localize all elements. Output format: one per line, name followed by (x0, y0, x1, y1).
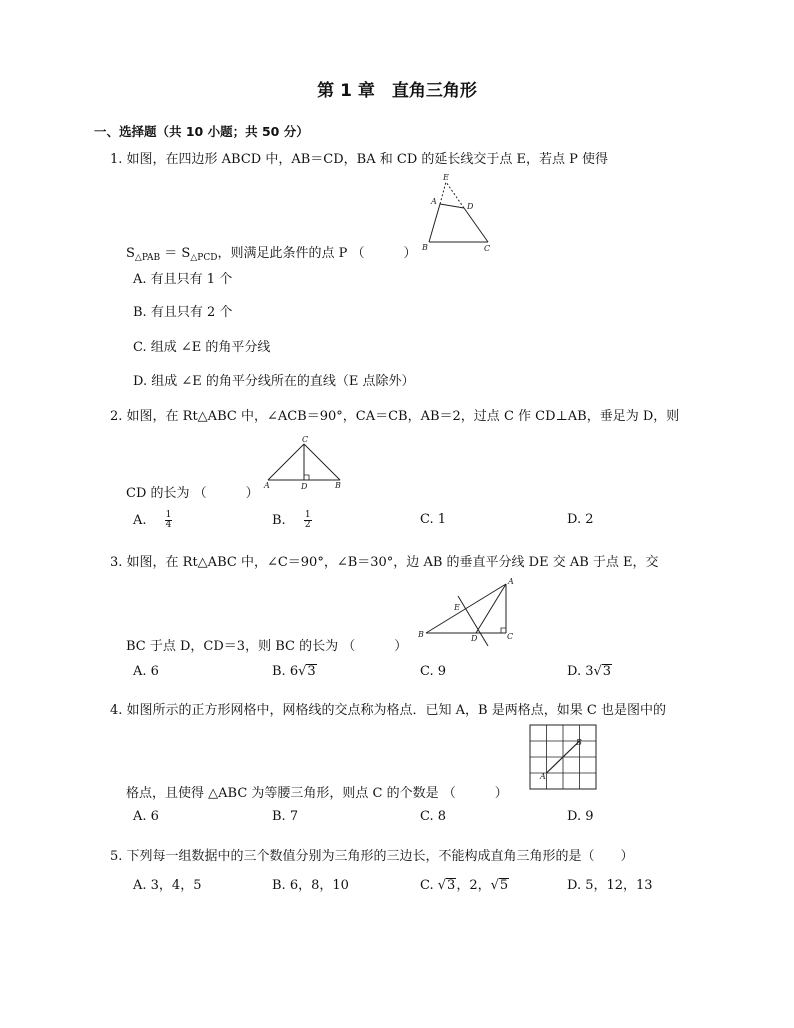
q3-stem-line1: 3. 如图，在 Rt△ABC 中，∠C＝90°，∠B＝30°，边 AB 的垂直平分线 DE 交 AB 于点 E，交 (110, 555, 659, 570)
label-e: E (443, 173, 449, 182)
q4-option-b: B. 7 (272, 809, 299, 824)
label-a: A (508, 577, 514, 586)
edge-ad (440, 204, 464, 208)
q1-option-d: D. 组成 ∠E 的角平分线所在的直线（E 点除外） (133, 374, 415, 389)
q2-stem-line2: CD 的长为 （ ） (126, 486, 259, 501)
q1-quadrilateral-figure (418, 170, 494, 254)
right-angle-mark (304, 475, 309, 480)
sqrt-icon: √ (490, 878, 499, 893)
label-c: C (507, 632, 514, 641)
label-d: D (467, 202, 474, 211)
q3-option-c: C. 9 (420, 664, 447, 679)
edge-ba (429, 204, 440, 242)
label-c: C (484, 244, 491, 253)
label-a: A (264, 481, 270, 490)
q4-option-c: C. 8 (420, 809, 447, 824)
label-b: B (422, 243, 428, 252)
sqrt-icon: √ (593, 664, 602, 679)
q1-stem-line1: 1. 如图，在四边形 ABCD 中，AB＝CD，BA 和 CD 的延长线交于点 E，若点 P 使得 (110, 152, 609, 167)
q1-stem-line2: $S_{\triangle PAB} = S_{\triangle PCD}$，则满足此条件的点 P （ ） (126, 246, 417, 263)
q3-stem-line2: BC 于点 D，CD＝3，则 BC 的长为 （ ） (126, 639, 408, 654)
edge-ac (268, 444, 304, 480)
q5-option-c: C. √3，2，√5 (420, 878, 509, 893)
label-d: D (301, 482, 308, 490)
label-c: C (302, 435, 309, 444)
q4-grid-figure (526, 722, 602, 792)
sqrt-icon: √ (298, 664, 307, 679)
fraction-one-half: $\frac{1}{2}$ (304, 510, 311, 530)
label-b: B (418, 630, 424, 639)
label-a: A (540, 772, 546, 781)
q2-option-c: C. 1 (420, 512, 447, 527)
label-a: A (431, 197, 437, 206)
segment-ad (476, 584, 506, 633)
fraction-one-quarter: $\frac{1}{4}$ (165, 510, 172, 530)
q2-option-a: A. $\frac{1}{4}$ (133, 510, 172, 530)
label-b: B (335, 481, 341, 490)
q1-option-a: A. 有且只有 1 个 (133, 272, 233, 287)
sqrt-icon: √ (437, 878, 447, 893)
label-b: B (576, 738, 582, 747)
extension-ae (440, 182, 446, 204)
q2-stem-line1: 2. 如图，在 Rt△ABC 中，∠ACB＝90°，CA＝CB，AB＝2，过点 C 作 CD⊥AB，垂足为 D，则 (110, 409, 680, 424)
q1-option-c: C. 组成 ∠E 的角平分线 (133, 340, 271, 355)
page-title: 第 1 章 直角三角形 (317, 81, 477, 101)
q2-option-d: D. 2 (567, 512, 594, 527)
q5-option-d: D. 5，12，13 (567, 878, 653, 893)
q3-option-d: D. 3√3 (567, 664, 612, 679)
q2-triangle-figure (262, 434, 348, 490)
q1-option-b: B. 有且只有 2 个 (133, 305, 233, 320)
q2-option-b: B. $\frac{1}{2}$ (272, 510, 311, 530)
q4-stem-line1: 4. 如图所示的正方形网格中，网格线的交点称为格点．已知 A，B 是两格点，如果 C 也是图中的 (110, 703, 666, 718)
label-d: D (471, 634, 478, 643)
edge-dc (464, 208, 488, 242)
q3-triangle-figure (418, 576, 518, 648)
q5-option-a: A. 3，4，5 (133, 878, 202, 893)
q4-option-a: A. 6 (133, 809, 159, 824)
q5-stem-line1: 5. 下列每一组数据中的三个数值分别为三角形的三边长，不能构成直角三角形的是（ ） (110, 849, 634, 864)
q4-stem-line2: 格点，且使得 △ABC 为等腰三角形，则点 C 的个数是 （ ） (126, 786, 508, 801)
extension-de (446, 182, 464, 208)
q3-option-b: B. 6√3 (272, 664, 316, 679)
q5-option-b: B. 6，8，10 (272, 878, 349, 893)
label-e: E (454, 603, 460, 612)
right-angle-mark (501, 628, 506, 633)
q4-option-d: D. 9 (567, 809, 594, 824)
section-heading: 一、选择题（共 10 小题；共 50 分） (94, 124, 309, 139)
q3-option-a: A. 6 (133, 664, 159, 679)
